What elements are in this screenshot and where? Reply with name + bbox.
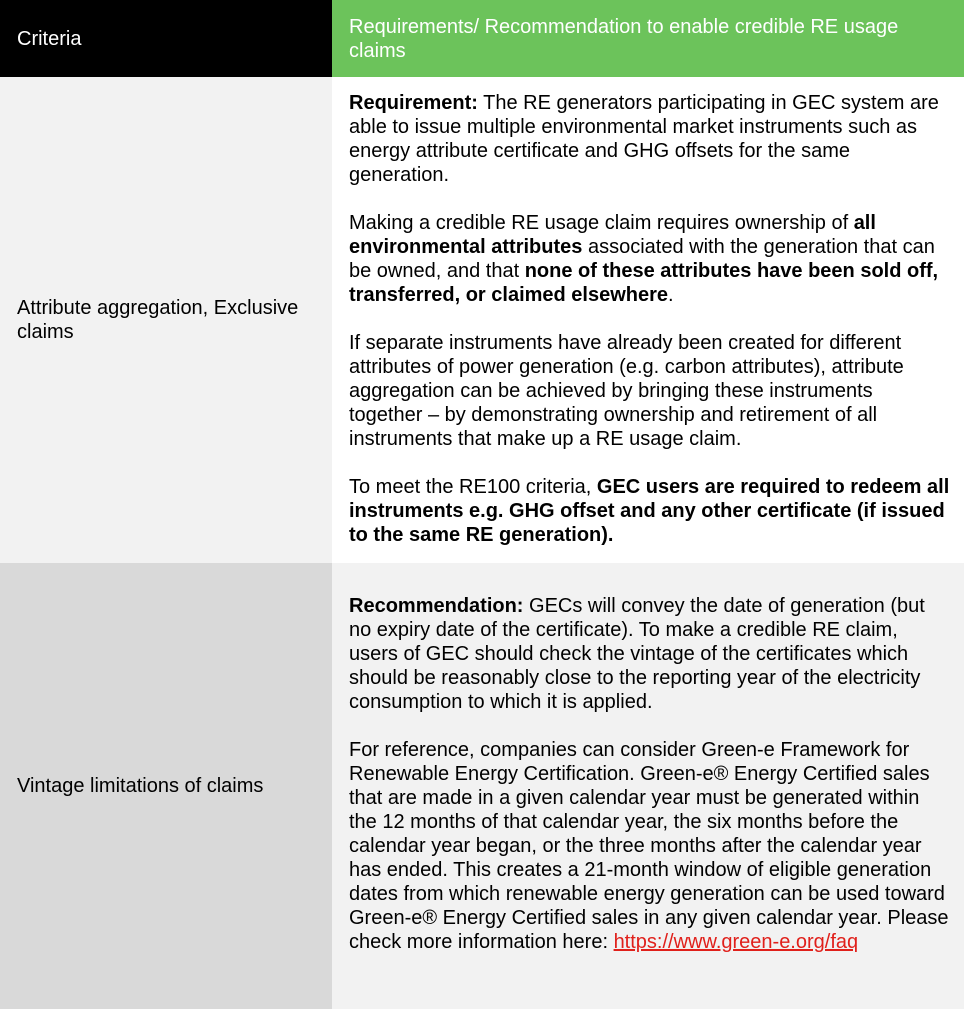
row-vintage-limitations-criteria [0, 563, 332, 1009]
header-criteria-label: Criteria [17, 27, 82, 50]
header-criteria-cell [0, 0, 332, 77]
green-e-paragraph: For reference, companies can consider Green-e Framework for Renewable Energy Certification. Green-e® Energy Certified sales that are made in a given calendar year must be generated within the 12 months of that calendar year, the six months before the calendar year began, or the three months after the calendar year has ended. This creates a 21-month window of eligible generation dates from which renewable energy generation can be used toward Green-e® Energy Certified sales in any given calendar year. Please check more information here: https://www.green-e.org/faq [349, 739, 949, 953]
header-requirements-label: Requirements/ Recommendation to enable credible RE usage claims [349, 15, 899, 62]
ownership-paragraph: Making a credible RE usage claim requires ownership of all environmental attributes associated with the generation that can be owned, and that none of these attributes have been sold off, transferred, or claimed elsewhere. [349, 212, 939, 306]
header-requirements-cell [332, 0, 964, 77]
requirement-label: Requirement: [349, 92, 478, 114]
re100-paragraph: To meet the RE100 criteria, GEC users are required to redeem all instruments e.g. GHG offset and any other certificate (if issued to the same RE generation). [349, 476, 950, 546]
recommendation-paragraph: Recommendation: GECs will convey the date of generation (but no expiry date of the certificate). To make a credible RE claim, users of GEC should check the vintage of the certificates which should be reasonably close to the reporting year of the electricity consumption to which it is applied. [349, 595, 925, 713]
criteria-label: Vintage limitations of claims [17, 775, 264, 797]
requirement-paragraph: Requirement: The RE generators participating in GEC system are able to issue multiple environmental market instruments such as energy attribute certificate and GHG offsets for the same generation. [349, 92, 939, 186]
green-e-faq-link[interactable]: https://www.green-e.org/faq [613, 931, 859, 953]
criteria-label: Attribute aggregation, Exclusive claims [17, 297, 299, 343]
aggregation-paragraph: If separate instruments have already been created for different attributes of power generation (e.g. carbon attributes), attribute aggregation can be achieved by bringing these instruments together – by demonstrating ownership and retirement of all instruments that make up a RE usage claim. [349, 332, 904, 450]
row-attribute-aggregation-criteria [0, 77, 332, 563]
recommendation-label: Recommendation: [349, 595, 524, 617]
row-vintage-limitations-details [332, 563, 964, 1009]
row-attribute-aggregation-details [332, 77, 964, 563]
